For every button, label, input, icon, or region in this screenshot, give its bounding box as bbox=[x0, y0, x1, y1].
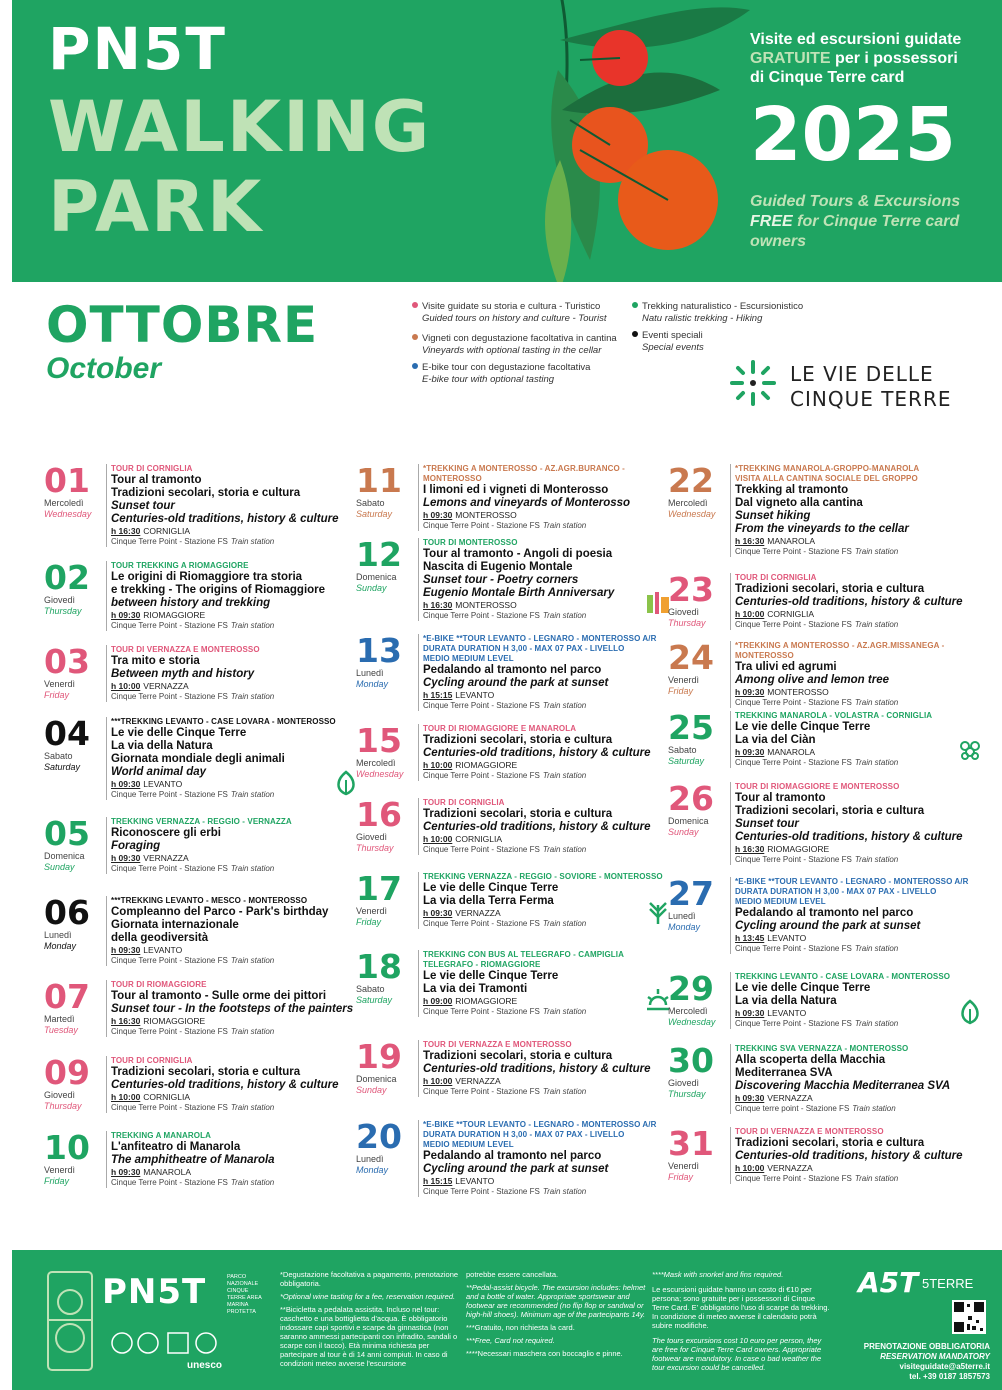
event-info bbox=[730, 782, 980, 865]
event-weekday: Sabato Saturday bbox=[44, 751, 81, 772]
event-time: h 09:30 LEVANTO bbox=[735, 1008, 807, 1018]
event-category: TREKKING CON BUS AL TELEGRAFO - CAMPIGLIA bbox=[423, 950, 624, 959]
event-time: h 09:30 MANAROLA bbox=[735, 747, 816, 757]
logo-pn5t: PN5T bbox=[48, 15, 227, 83]
header-banner bbox=[12, 0, 1002, 282]
event-day-number: 02 bbox=[44, 558, 90, 597]
leaf-icon bbox=[956, 997, 984, 1025]
event-category: TOUR DI VERNAZZA E MONTEROSSO bbox=[423, 1040, 572, 1049]
event-info bbox=[418, 538, 668, 621]
event-title-line: Dal vigneto alla cantina bbox=[735, 497, 863, 509]
event-info bbox=[106, 1056, 356, 1113]
event-title-line: Tradizioni secolari, storia e cultura bbox=[423, 808, 613, 820]
event-title-line: Tour al tramonto bbox=[111, 474, 202, 486]
event-title-line: Eugenio Montale Birth Anniversary bbox=[423, 587, 615, 599]
event-meeting-point: Cinque Terre Point - Stazione FS Train station bbox=[423, 919, 587, 928]
event-meeting-point: Cinque Terre Point - Stazione FS Train station bbox=[423, 701, 587, 710]
event-day-number: 26 bbox=[668, 779, 714, 818]
event-time: h 09:30 VERNAZZA bbox=[111, 853, 189, 863]
event-day-number: 17 bbox=[356, 869, 402, 908]
event-info bbox=[730, 641, 980, 708]
event-category: TOUR DI MONTEROSSO bbox=[423, 538, 518, 547]
event-title-line: Le vie delle Cinque Terre bbox=[111, 727, 247, 739]
legend-item: Visite guidate su storia e cultura - Turistico Guided tours on history and culture - Tourist bbox=[412, 301, 606, 325]
event-title-line: Foraging bbox=[111, 840, 161, 852]
event-category: TOUR DI RIOMAGGIORE bbox=[111, 980, 207, 989]
event-title-line: Trekking al tramonto bbox=[735, 484, 849, 496]
event-day-number: 22 bbox=[668, 461, 714, 500]
event-weekday: Martedì Tuesday bbox=[44, 1014, 78, 1035]
event-title-line: From the vineyards to the cellar bbox=[735, 523, 909, 535]
event-day-number: 25 bbox=[668, 708, 714, 747]
footer-logo: PN5T bbox=[102, 1272, 207, 1312]
event-info bbox=[730, 573, 980, 630]
event-time: h 10:00 RIOMAGGIORE bbox=[423, 760, 518, 770]
a5t-logo: A5T bbox=[858, 1266, 919, 1299]
legend-dot-icon bbox=[412, 302, 418, 308]
event-title-line: Pedalando al tramonto nel parco bbox=[423, 1150, 602, 1162]
event-weekday: Venerdì Friday bbox=[44, 1165, 76, 1186]
logo-walking: WALKING bbox=[48, 86, 432, 168]
event-meeting-point: Cinque Terre Point - Stazione FS Train station bbox=[111, 864, 275, 873]
event-meeting-point: Cinque Terre Point - Stazione FS Train station bbox=[735, 547, 899, 556]
event-weekday: Lunedì Monday bbox=[356, 668, 389, 689]
event-meeting-point: Cinque Terre Point - Stazione FS Train station bbox=[111, 1027, 275, 1036]
event-category: *E-BIKE **TOUR LEVANTO - LEGNARO - MONTEROSSO A/R bbox=[423, 1120, 657, 1129]
event-meeting-point: Cinque Terre Point - Stazione FS Train station bbox=[735, 620, 899, 629]
event-category: TOUR DI VERNAZZA E MONTEROSSO bbox=[111, 645, 260, 654]
legend-dot-icon bbox=[412, 363, 418, 369]
event-day-number: 19 bbox=[356, 1037, 402, 1076]
event-weekday: Sabato Saturday bbox=[356, 498, 393, 519]
event-title-line: Centuries-old traditions, history & culture bbox=[735, 1150, 963, 1162]
event-category: TOUR DI CORNIGLIA bbox=[735, 573, 817, 582]
event-title-line: Le vie delle Cinque Terre bbox=[423, 970, 559, 982]
event-title-line: Giornata internazionale bbox=[111, 919, 239, 931]
event-category: TOUR TREKKING A RIOMAGGIORE bbox=[111, 561, 249, 570]
event-info bbox=[106, 817, 356, 874]
header-subtitle-en: Guided Tours & Excursions FREE for Cinque Terre card owners bbox=[750, 193, 961, 250]
event-day-number: 30 bbox=[668, 1041, 714, 1080]
event-title-line: Tra mito e storia bbox=[111, 655, 200, 667]
event-time: h 10:00 CORNIGLIA bbox=[735, 609, 815, 619]
event-title-line: Le origini di Riomaggiore tra storia bbox=[111, 571, 303, 583]
event-title-line: Tradizioni secolari, storia e cultura bbox=[735, 1137, 925, 1149]
event-info bbox=[106, 645, 356, 702]
event-category: *TREKKING A MONTEROSSO - AZ.AGR.MISSANEGA - MONTEROSSO bbox=[735, 641, 945, 660]
month-title-it: OTTOBRE bbox=[46, 296, 319, 354]
event-day-number: 09 bbox=[44, 1053, 90, 1092]
legend-item: Trekking naturalistico - Escursionistico Natu ralistic trekking - Hiking bbox=[632, 301, 803, 325]
event-info bbox=[106, 561, 356, 631]
event-day-number: 05 bbox=[44, 814, 90, 853]
event-time: h 15:15 LEVANTO bbox=[423, 690, 495, 700]
cinque-terre-consorzio-logo: 5TERRE bbox=[922, 1276, 974, 1291]
reservation-info: PRENOTAZIONE OBBLIGATORIA RESERVATION MANDATORY visiteguidate@a5terre.it tel. +39 0187 1857573 bbox=[840, 1342, 990, 1382]
event-title-line: Tradizioni secolari, storia e cultura bbox=[735, 805, 925, 817]
event-category: TREKKING VERNAZZA - REGGIO - VERNAZZA bbox=[111, 817, 292, 826]
event-info bbox=[418, 950, 668, 1017]
strawberry-tree-illustration bbox=[520, 0, 760, 282]
event-weekday: Venerdì Friday bbox=[668, 1161, 700, 1182]
event-category: ***TREKKING LEVANTO - MESCO - MONTEROSSO bbox=[111, 896, 308, 905]
event-weekday: Lunedì Monday bbox=[356, 1154, 389, 1175]
event-weekday: Mercoledì Wednesday bbox=[44, 498, 92, 519]
event-time: h 09:30 LEVANTO bbox=[111, 945, 183, 955]
event-title-line: Sunset tour - Poetry corners bbox=[423, 574, 579, 586]
event-time: h 09:30 VERNAZZA bbox=[423, 908, 501, 918]
event-day-number: 10 bbox=[44, 1128, 90, 1167]
event-title-line: Mediterranea SVA bbox=[735, 1067, 833, 1079]
event-category: TREKKING SVA VERNAZZA - MONTEROSSO bbox=[735, 1044, 909, 1053]
event-title-line: La via della Natura bbox=[735, 995, 837, 1007]
event-category: TOUR DI VERNAZZA E MONTEROSSO bbox=[735, 1127, 884, 1136]
event-info bbox=[418, 634, 668, 711]
event-meeting-point: Cinque Terre Point - Stazione FS Train station bbox=[423, 771, 587, 780]
unesco-label: unesco bbox=[187, 1360, 223, 1371]
event-title-line: Tour al tramonto - Angoli di poesia bbox=[423, 548, 613, 560]
event-title-line: Tradizioni secolari, storia e cultura bbox=[111, 1066, 301, 1078]
event-category: TREKKING VERNAZZA - REGGIO - SOVIORE - MONTEROSSO bbox=[423, 872, 663, 881]
event-title-line: Centuries-old traditions, history & culture bbox=[735, 831, 963, 843]
event-meeting-point: Cinque Terre Point - Stazione FS Train station bbox=[735, 855, 899, 864]
event-title-line: Pedalando al tramonto nel parco bbox=[735, 907, 914, 919]
event-title-line: Centuries-old traditions, history & culture bbox=[735, 596, 963, 608]
logo-park: PARK bbox=[48, 166, 264, 248]
event-time: h 09:30 VERNAZZA bbox=[735, 1093, 813, 1103]
event-weekday: Domenica Sunday bbox=[668, 816, 709, 837]
event-meeting-point: Cinque Terre Point - Stazione FS Train station bbox=[423, 611, 587, 620]
event-day-number: 24 bbox=[668, 638, 714, 677]
event-weekday: Mercoledì Wednesday bbox=[668, 1006, 716, 1027]
event-weekday: Mercoledì Wednesday bbox=[668, 498, 716, 519]
event-weekday: Sabato Saturday bbox=[668, 745, 705, 766]
footer-notes-col3: ****Mask with snorkel and fins required. Le escursioni guidate hanno un costo di €10 per persona; sono gratuite per i possessori di Cinque Terre Card. E' obbligatorio l'uso di scarpe da trekking. In condizione di meteo avverse il calendario potrà subire modifiche. The tours excursions cost 10 euro per person, they are free for Cinque Terre Card owners. Appropriate footwear are mandatory. In case o bad weather the tour excursion could be cancelled. bbox=[652, 1270, 830, 1372]
legend-dot-icon bbox=[412, 334, 418, 340]
event-category: *E-BIKE **TOUR LEVANTO - LEGNARO - MONTEROSSO A/R bbox=[423, 634, 657, 643]
event-time: h 09:30 RIOMAGGIORE bbox=[111, 610, 206, 620]
event-category: TOUR DI CORNIGLIA bbox=[111, 464, 193, 473]
footer-parco-label: PARCO NAZIONALE CINQUE TERRE AREA MARINA PROTETTA bbox=[227, 1274, 262, 1315]
event-day-number: 15 bbox=[356, 721, 402, 760]
reservation-email[interactable]: visiteguidate@a5terre.it bbox=[899, 1362, 990, 1371]
event-info bbox=[730, 1044, 980, 1114]
event-info bbox=[730, 877, 980, 954]
event-category: MEDIO MEDIUM LEVEL bbox=[423, 1140, 514, 1149]
event-title-line: La via della Natura bbox=[111, 740, 213, 752]
event-info bbox=[106, 1131, 356, 1188]
event-category: *TREKKING MANAROLA-GROPPO-MANAROLA bbox=[735, 464, 920, 473]
event-title-line: Tradizioni secolari, storia e cultura bbox=[735, 583, 925, 595]
event-category: MEDIO MEDIUM LEVEL bbox=[423, 654, 514, 663]
event-category: TREKKING LEVANTO - CASE LOVARA - MONTEROSSO bbox=[735, 972, 951, 981]
le-vie-delle-cinque-terre-logo: LE VIE DELLE CINQUE TERRE bbox=[728, 358, 988, 414]
legend-dot-icon bbox=[632, 302, 638, 308]
event-title-line: Riconoscere gli erbi bbox=[111, 827, 221, 839]
event-meeting-point: Cinque Terre Point - Stazione FS Train station bbox=[111, 790, 275, 799]
event-day-number: 11 bbox=[356, 461, 402, 500]
header-subtitle-it: Visite ed escursioni guidate GRATUITE per i possessori di Cinque Terre card bbox=[750, 31, 962, 86]
event-weekday: Giovedì Thursday bbox=[668, 607, 706, 628]
event-title-line: L'anfiteatro di Manarola bbox=[111, 1141, 241, 1153]
legend-item: E-bike tour con degustazione facoltativa E-bike tour with optional tasting bbox=[412, 362, 590, 386]
event-title-line: Nascita di Eugenio Montale bbox=[423, 561, 573, 573]
event-meeting-point: Cinque Terre Point - Stazione FS Train station bbox=[111, 1178, 275, 1187]
legend-item: Vigneti con degustazione facoltativa in cantina Vineyards with optional tasting in the cellar bbox=[412, 333, 617, 357]
event-category: TOUR DI CORNIGLIA bbox=[423, 798, 505, 807]
event-title-line: Tradizioni secolari, storia e cultura bbox=[423, 734, 613, 746]
event-weekday: Giovedì Thursday bbox=[44, 1090, 82, 1111]
event-meeting-point: Cinque Terre Point - Stazione FS Train station bbox=[423, 1007, 587, 1016]
event-title-line: Giornata mondiale degli animali bbox=[111, 753, 285, 765]
event-title-line: Sunset tour bbox=[735, 818, 799, 830]
event-day-number: 06 bbox=[44, 893, 90, 932]
event-info bbox=[730, 1127, 980, 1184]
event-weekday: Domenica Sunday bbox=[356, 1074, 397, 1095]
event-category: TOUR DI RIOMAGGIORE E MANAROLA bbox=[423, 724, 577, 733]
footer bbox=[12, 1250, 1002, 1390]
event-time: h 09:30 LEVANTO bbox=[111, 779, 183, 789]
event-title-line: Tour al tramonto - Sulle orme dei pittori bbox=[111, 990, 327, 1002]
event-meeting-point: Cinque Terre Point - Stazione FS Train station bbox=[735, 758, 899, 767]
event-time: h 16:30 CORNIGLIA bbox=[111, 526, 191, 536]
event-weekday: Giovedì Thursday bbox=[356, 832, 394, 853]
event-title-line: Discovering Macchia Mediterranea SVA bbox=[735, 1080, 951, 1092]
legend-item: Eventi speciali Special events bbox=[632, 330, 704, 354]
event-info bbox=[418, 724, 668, 781]
event-title-line: e trekking - The origins of Riomaggiore bbox=[111, 584, 326, 596]
event-time: h 13:45 LEVANTO bbox=[735, 933, 807, 943]
event-meeting-point: Cinque Terre Point - Stazione FS Train station bbox=[423, 1087, 587, 1096]
event-title-line: Tra ulivi ed agrumi bbox=[735, 661, 837, 673]
event-title-line: Tradizioni secolari, storia e cultura bbox=[423, 1050, 613, 1062]
event-time: h 10:00 VERNAZZA bbox=[423, 1076, 501, 1086]
event-category: MEDIO MEDIUM LEVEL bbox=[735, 897, 826, 906]
event-title-line: Le vie delle Cinque Terre bbox=[735, 982, 871, 994]
event-meeting-point: Cinque Terre Point - Stazione FS Train station bbox=[423, 845, 587, 854]
partner-logos-icon bbox=[110, 1330, 220, 1356]
event-info bbox=[418, 1120, 668, 1197]
event-title-line: I limoni ed i vigneti di Monterosso bbox=[423, 484, 609, 496]
event-title-line: Cycling around the park at sunset bbox=[423, 677, 609, 689]
event-title-line: Alla scoperta della Macchia bbox=[735, 1054, 886, 1066]
event-category: *E-BIKE **TOUR LEVANTO - LEGNARO - MONTEROSSO A/R bbox=[735, 877, 969, 886]
event-time: h 09:30 MONTEROSSO bbox=[423, 510, 517, 520]
event-title-line: between history and trekking bbox=[111, 597, 271, 609]
event-category: TOUR DI CORNIGLIA bbox=[111, 1056, 193, 1065]
event-weekday: Sabato Saturday bbox=[356, 984, 393, 1005]
compass-icon bbox=[728, 358, 778, 408]
event-category: *TREKKING A MONTEROSSO - AZ.AGR.BURANCO - MONTEROSSO bbox=[423, 464, 625, 483]
event-meeting-point: Cinque Terre Point - Stazione FS Train station bbox=[111, 1103, 275, 1112]
event-info bbox=[418, 872, 668, 929]
event-day-number: 13 bbox=[356, 631, 402, 670]
event-meeting-point: Cinque Terre Point - Stazione FS Train station bbox=[735, 1174, 899, 1183]
event-title-line: La via dei Tramonti bbox=[423, 983, 528, 995]
event-info bbox=[106, 980, 356, 1037]
event-day-number: 20 bbox=[356, 1117, 402, 1156]
event-title-line: La via del Ciàn bbox=[735, 734, 816, 746]
event-category: TREKKING A MANAROLA bbox=[111, 1131, 211, 1140]
event-time: h 10:00 VERNAZZA bbox=[735, 1163, 813, 1173]
year: 2025 bbox=[750, 92, 956, 178]
event-meeting-point: Cinque Terre Point - Stazione FS Train station bbox=[111, 692, 275, 701]
event-meeting-point: Cinque Terre Point - Stazione FS Train station bbox=[735, 698, 899, 707]
event-title-line: Among olive and lemon tree bbox=[735, 674, 889, 686]
event-day-number: 03 bbox=[44, 642, 90, 681]
event-title-line: The amphitheatre of Manarola bbox=[111, 1154, 275, 1166]
event-info bbox=[730, 711, 980, 768]
wine-grape-emblem-icon bbox=[42, 1266, 98, 1376]
event-day-number: 01 bbox=[44, 461, 90, 500]
event-category: TOUR DI RIOMAGGIORE E MONTEROSSO bbox=[735, 782, 900, 791]
month-title-en: October bbox=[46, 352, 162, 385]
event-day-number: 31 bbox=[668, 1124, 714, 1163]
event-time: h 10:00 CORNIGLIA bbox=[423, 834, 503, 844]
event-weekday: Giovedì Thursday bbox=[44, 595, 82, 616]
event-title-line: Centuries-old traditions, history & culture bbox=[111, 1079, 339, 1091]
event-weekday: Domenica Sunday bbox=[356, 572, 397, 593]
event-title-line: della geodiversità bbox=[111, 932, 209, 944]
event-weekday: Venerdì Friday bbox=[668, 675, 700, 696]
qr-code-icon[interactable] bbox=[952, 1300, 986, 1334]
event-day-number: 04 bbox=[44, 714, 90, 753]
event-info bbox=[418, 464, 668, 531]
event-category: DURATA DURATION H 3,00 - MAX 07 PAX - LIVELLO bbox=[423, 1130, 625, 1139]
event-title-line: Tour al tramonto bbox=[735, 792, 826, 804]
event-title-line: Le vie delle Cinque Terre bbox=[423, 882, 559, 894]
event-title-line: Centuries-old traditions, history & culture bbox=[423, 1063, 651, 1075]
grapes-icon bbox=[956, 736, 984, 764]
event-title-line: Centuries-old traditions, history & culture bbox=[423, 821, 651, 833]
event-title-line: Tradizioni secolari, storia e cultura bbox=[111, 487, 301, 499]
event-time: h 09:30 MONTEROSSO bbox=[735, 687, 829, 697]
event-meeting-point: Cinque terre point - Stazione FS Train station bbox=[735, 1104, 896, 1113]
event-day-number: 12 bbox=[356, 535, 402, 574]
event-weekday: Mercoledì Wednesday bbox=[356, 758, 404, 779]
event-weekday: Domenica Sunday bbox=[44, 851, 85, 872]
footer-notes-col2: potrebbe essere cancellata. **Pedal-assist bicycle. The excursion includes: helmet and a bottle of water. Appropriate sportswear and footwear are recommended (no flip flop or sandwal or high-hill shoes). Minimum age of the partecipants 14y. ***Gratuito, non richiesta la card. ***Free, Card not required. ****Necessari maschera con boccaglio e pinne. bbox=[466, 1270, 646, 1358]
event-category: TELEGRAFO - RIOMAGGIORE bbox=[423, 960, 541, 969]
event-title-line: World animal day bbox=[111, 766, 207, 778]
event-title-line: La via della Terra Ferma bbox=[423, 895, 554, 907]
event-meeting-point: Cinque Terre Point - Stazione FS Train station bbox=[423, 1187, 587, 1196]
event-title-line: Pedalando al tramonto nel parco bbox=[423, 664, 602, 676]
event-category: VISITA ALLA CANTINA SOCIALE DEL GROPPO bbox=[735, 474, 918, 483]
event-title-line: Centuries-old traditions, history & culture bbox=[423, 747, 651, 759]
event-meeting-point: Cinque Terre Point - Stazione FS Train station bbox=[111, 621, 275, 630]
event-meeting-point: Cinque Terre Point - Stazione FS Train station bbox=[111, 537, 275, 546]
event-title-line: Sunset tour bbox=[111, 500, 175, 512]
event-info bbox=[106, 464, 356, 547]
event-category: DURATA DURATION H 3,00 - MAX 07 PAX - LIVELLO bbox=[735, 887, 937, 896]
event-meeting-point: Cinque Terre Point - Stazione FS Train station bbox=[423, 521, 587, 530]
event-time: h 16:30 RIOMAGGIORE bbox=[735, 844, 830, 854]
event-title-line: Lemons and vineyards of Monterosso bbox=[423, 497, 631, 509]
event-time: h 10:00 CORNIGLIA bbox=[111, 1092, 191, 1102]
event-time: h 10:00 VERNAZZA bbox=[111, 681, 189, 691]
event-time: h 16:30 RIOMAGGIORE bbox=[111, 1016, 206, 1026]
legend-dot-icon bbox=[632, 331, 638, 337]
event-day-number: 27 bbox=[668, 874, 714, 913]
event-category: ***TREKKING LEVANTO - CASE LOVARA - MONTEROSSO bbox=[111, 717, 336, 726]
event-meeting-point: Cinque Terre Point - Stazione FS Train station bbox=[735, 944, 899, 953]
event-info bbox=[418, 798, 668, 855]
event-title-line: Sunset hiking bbox=[735, 510, 811, 522]
event-title-line: Cycling around the park at sunset bbox=[423, 1163, 609, 1175]
event-day-number: 29 bbox=[668, 969, 714, 1008]
event-title-line: Le vie delle Cinque Terre bbox=[735, 721, 871, 733]
event-info bbox=[106, 717, 356, 800]
event-info bbox=[730, 464, 980, 557]
event-weekday: Giovedì Thursday bbox=[668, 1078, 706, 1099]
event-info bbox=[730, 972, 980, 1029]
reservation-phone[interactable]: tel. +39 0187 1857573 bbox=[909, 1372, 990, 1381]
footer-notes-col1: *Degustazione facoltativa a pagamento, prenotazione obbligatoria. *Optional wine tasting for a fee, reservation required. **Bicicletta a pedalata assistita. Incluso nel tour: caschetto e una bottiglietta d'acqua. È obbligatorio indossare capi sportivi e scarpe da ginnastica (non saranno ammessi partecipanti con infradito, sandali o scarpe con il tacco). Età minima richiesta per partecipare al tour è di 14 anni compiuti. In caso di condizioni meteo avverse l'escursione bbox=[280, 1270, 459, 1368]
event-day-number: 07 bbox=[44, 977, 90, 1016]
event-time: h 16:30 MANAROLA bbox=[735, 536, 816, 546]
event-title-line: Cycling around the park at sunset bbox=[735, 920, 921, 932]
event-weekday: Venerdì Friday bbox=[356, 906, 388, 927]
event-time: h 16:30 MONTEROSSO bbox=[423, 600, 517, 610]
event-title-line: Between myth and history bbox=[111, 668, 255, 680]
event-title-line: Sunset tour - In the footsteps of the painters bbox=[111, 1003, 354, 1015]
event-info bbox=[106, 896, 356, 966]
event-time: h 09:30 MANAROLA bbox=[111, 1167, 192, 1177]
event-day-number: 18 bbox=[356, 947, 402, 986]
event-meeting-point: Cinque Terre Point - Stazione FS Train station bbox=[735, 1019, 899, 1028]
event-weekday: Lunedì Monday bbox=[668, 911, 701, 932]
event-meeting-point: Cinque Terre Point - Stazione FS Train station bbox=[111, 956, 275, 965]
event-title-line: Compleanno del Parco - Park's birthday bbox=[111, 906, 329, 918]
event-category: DURATA DURATION H 3,00 - MAX 07 PAX - LIVELLO bbox=[423, 644, 625, 653]
event-weekday: Lunedì Monday bbox=[44, 930, 77, 951]
event-title-line: Centuries-old traditions, history & culture bbox=[111, 513, 339, 525]
event-day-number: 16 bbox=[356, 795, 402, 834]
event-category: TREKKING MANAROLA - VOLASTRA - CORNIGLIA bbox=[735, 711, 933, 720]
event-weekday: Venerdì Friday bbox=[44, 679, 76, 700]
event-day-number: 23 bbox=[668, 570, 714, 609]
event-time: h 15:15 LEVANTO bbox=[423, 1176, 495, 1186]
event-time: h 09:00 RIOMAGGIORE bbox=[423, 996, 518, 1006]
event-info bbox=[418, 1040, 668, 1097]
